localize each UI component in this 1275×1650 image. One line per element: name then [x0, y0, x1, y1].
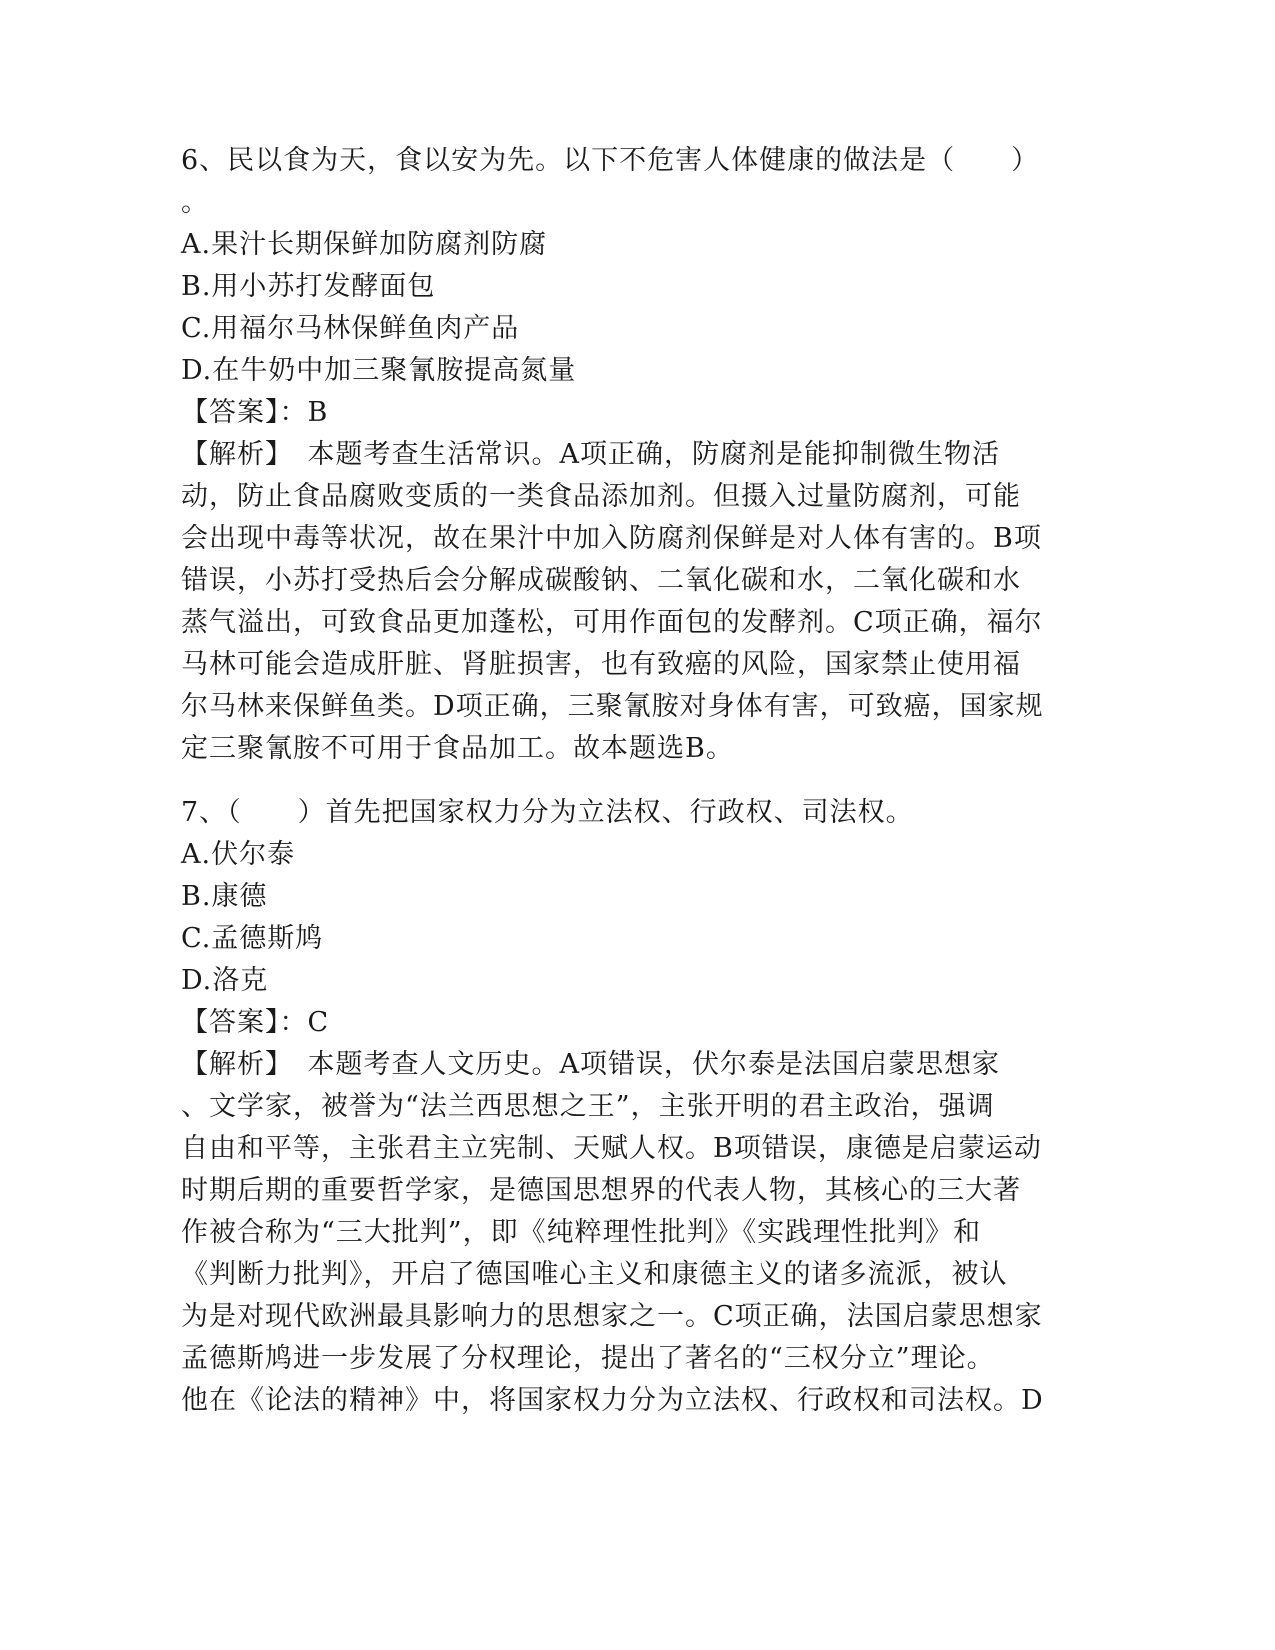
option-d: D.洛克 [181, 965, 269, 996]
question-7 [181, 792, 1081, 1422]
analysis-line: 错误，小苏打受热后会分解成碳酸钠、二氧化碳和水，二氧化碳和水 [181, 565, 1021, 596]
analysis-line: 时期后期的重要哲学家，是德国思想界的代表人物，其核心的三大著 [181, 1175, 1021, 1206]
option-c: C.用福尔马林保鲜鱼肉产品 [181, 313, 520, 344]
option-a: A.果汁长期保鲜加防腐剂防腐 [181, 229, 548, 260]
analysis-line: 孟德斯鸠进一步发展了分权理论，提出了著名的“三权分立”理论。 [181, 1343, 995, 1374]
question-stem: 7、（ ）首先把国家权力分为立法权、行政权、司法权。 [181, 797, 914, 828]
option-b: B.用小苏打发酵面包 [181, 271, 436, 302]
option-b: B.康德 [181, 881, 268, 912]
analysis-line: 会出现中毒等状况，故在果汁中加入防腐剂保鲜是对人体有害的。B项 [181, 523, 1042, 554]
analysis-line: 蒸气溢出，可致食品更加蓬松，可用作面包的发酵剂。C项正确，福尔 [181, 607, 1043, 638]
answer: 【答案】：B [181, 397, 329, 428]
option-d: D.在牛奶中加三聚氰胺提高氮量 [181, 355, 577, 386]
analysis-line: 尔马林来保鲜鱼类。D项正确，三聚氰胺对身体有害，可致癌，国家规 [181, 691, 1044, 722]
analysis-line: 为是对现代欧洲最具影响力的思想家之一。C项正确，法国启蒙思想家 [181, 1301, 1043, 1332]
analysis-line: 【解析】 本题考查人文历史。A项错误，伏尔泰是法国启蒙思想家 [181, 1049, 1000, 1080]
analysis-line: 作被合称为“三大批判”，即《纯粹理性批判》《实践理性批判》和 [181, 1217, 982, 1248]
analysis-line: 定三聚氰胺不可用于食品加工。故本题选B。 [181, 733, 734, 764]
analysis-line: 、文学家，被誉为“法兰西思想之王”，主张开明的君主政治，强调 [181, 1091, 995, 1122]
question-separator [181, 770, 1081, 792]
analysis-line: 马林可能会造成肝脏、肾脏损害，也有致癌的风险，国家禁止使用福 [181, 649, 1021, 680]
analysis-line: 动，防止食品腐败变质的一类食品添加剂。但摄入过量防腐剂，可能 [181, 481, 1021, 512]
question-6 [181, 140, 1081, 770]
document-page [181, 140, 1081, 1422]
option-c: C.孟德斯鸠 [181, 923, 324, 954]
analysis-line: 自由和平等，主张君主立宪制、天赋人权。B项错误，康德是启蒙运动 [181, 1133, 1042, 1164]
analysis-line: 《判断力批判》，开启了德国唯心主义和康德主义的诸多流派，被认 [181, 1259, 1008, 1290]
option-a: A.伏尔泰 [181, 839, 296, 870]
question-stem: 。 [181, 187, 209, 218]
question-stem: 6、民以食为天，食以安为先。以下不危害人体健康的做法是（ ） [181, 145, 1040, 176]
analysis-line: 【解析】 本题考查生活常识。A项正确，防腐剂是能抑制微生物活 [181, 439, 1000, 470]
analysis-line: 他在《论法的精神》中，将国家权力分为立法权、行政权和司法权。D [181, 1385, 1044, 1416]
answer: 【答案】：C [181, 1007, 330, 1038]
